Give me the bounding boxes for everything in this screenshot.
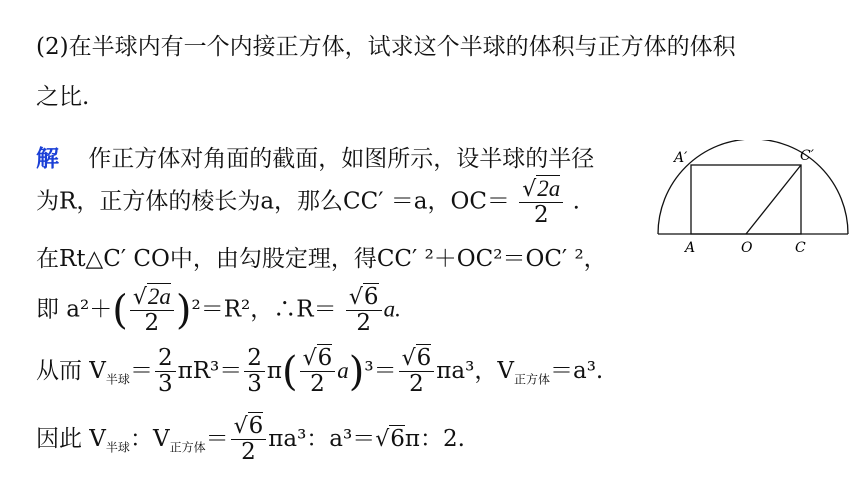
fraction-6-num: 6	[248, 413, 264, 439]
solution-line-5: 从而 $V_{半球}=$ $\frac{2}{3}$ πR³＝ $\frac{2}{3}$ π( $\frac{√6}{2}$ a)³＝ $\frac{√6}{2}$ πa³，$V_{正方体}=a^3$.	[36, 345, 604, 398]
solution-text-4c: a.	[383, 296, 401, 322]
fraction-oc-num: 2a	[537, 176, 561, 201]
fraction-4-1: $\frac{√2a}{2}$	[130, 284, 174, 337]
problem-line-2: 之比.	[36, 84, 90, 110]
fraction-4-2-num: 6	[363, 283, 379, 310]
label-c: C	[795, 240, 806, 256]
fraction-oc-den: 2	[533, 202, 549, 229]
problem-line-1: (2)在半球内有一个内接正方体，试求这个半球的体积与正方体的体积	[36, 34, 736, 60]
solution-text-2a: 为R，正方体的棱长为a，那么CC′ ＝a，OC＝	[36, 188, 510, 215]
fraction-4-1-num: 2a	[147, 284, 171, 309]
fraction-5-1-num: 2	[155, 346, 176, 372]
sub-zhengfangti-2: 正方体	[169, 440, 206, 455]
fraction-4-2: $\frac{√6}{2}$	[346, 285, 382, 337]
fraction-5-2	[244, 346, 265, 398]
fraction-oc: $\frac{√2a}{2}$	[519, 176, 563, 229]
fraction-4-2-den: 2	[356, 309, 372, 336]
label-a-prime: A′	[674, 150, 688, 166]
solution-text-6c: ＝	[205, 425, 229, 452]
fraction-4-1-den: 2	[144, 310, 160, 337]
solution-text-6b: ：V	[129, 425, 170, 452]
label-a: A	[685, 240, 696, 256]
solution-label: 解	[36, 145, 59, 172]
solution-text-2-end: .	[572, 188, 580, 215]
solution-line-4: 即 a²＋( $\frac{√2a}{2}$ )²＝R²，∴R＝ $\frac{√6}{2}$ a.	[36, 283, 401, 337]
fraction-5-4-den: 2	[409, 371, 424, 398]
fraction-5-4: $\frac{√6}{2}$	[399, 346, 435, 398]
solution-text-5e: a	[337, 357, 349, 383]
solution-text-1: 作正方体对角面的截面，如图所示，设半球的半径	[88, 146, 595, 172]
fraction-5-2-den: 3	[247, 371, 262, 398]
radical-6: 6	[390, 425, 405, 452]
sub-zhengfangti-1: 正方体	[513, 372, 550, 387]
solution-text-5a: 从而 V	[36, 357, 106, 384]
solution-text-4a: 即 a²＋	[36, 296, 113, 323]
solution-text-6a: 因此 V	[36, 425, 106, 452]
solution-text-5h: ＝a³.	[549, 357, 604, 384]
solution-text-5f: ³＝	[364, 357, 397, 384]
fraction-5-1	[155, 346, 176, 398]
solution-text-6e: π：2.	[404, 425, 465, 452]
fraction-5-3: $\frac{√6}{2}$	[300, 346, 336, 398]
fraction-6-den: 2	[241, 439, 256, 466]
solution-line-3: 在Rt△C′ CO中，由勾股定理，得CC′ ²＋OC²＝OC′ ²，	[36, 246, 607, 272]
solution-text-5c: πR³＝	[177, 357, 243, 384]
sub-banqiu-2: 半球	[105, 440, 130, 455]
fraction-5-1-den: 3	[157, 371, 173, 398]
solution-text-5g: πa³，V	[436, 357, 514, 384]
sub-banqiu-1: 半球	[105, 372, 130, 387]
solution-text-4b: ²＝R²，∴R＝	[191, 296, 337, 323]
solution-line-1	[36, 140, 594, 173]
solution-text-5b: ＝	[129, 357, 153, 384]
fraction-6: $\frac{√6}{2}$	[231, 414, 267, 466]
solution-line-2	[36, 176, 580, 229]
cube-section-rect	[691, 165, 801, 234]
label-o: O	[741, 240, 753, 256]
solution-line-6: 因此 $V_{半球}$：$V_{正方体}=$ $\frac{√6}{2}$ πa³：a³＝√6π：2.	[36, 413, 465, 466]
label-c-prime: C′	[800, 148, 814, 164]
fraction-5-3-den: 2	[310, 371, 325, 398]
fraction-5-2-num: 2	[244, 346, 265, 372]
hemisphere-cross-section-figure	[652, 140, 852, 260]
solution-text-5d: π	[266, 357, 282, 384]
fraction-5-4-num: 6	[416, 345, 432, 371]
fraction-5-3-num: 6	[317, 345, 333, 371]
solution-text-6d: πa³：a³＝	[268, 425, 376, 452]
radius-oc-prime	[746, 165, 801, 234]
